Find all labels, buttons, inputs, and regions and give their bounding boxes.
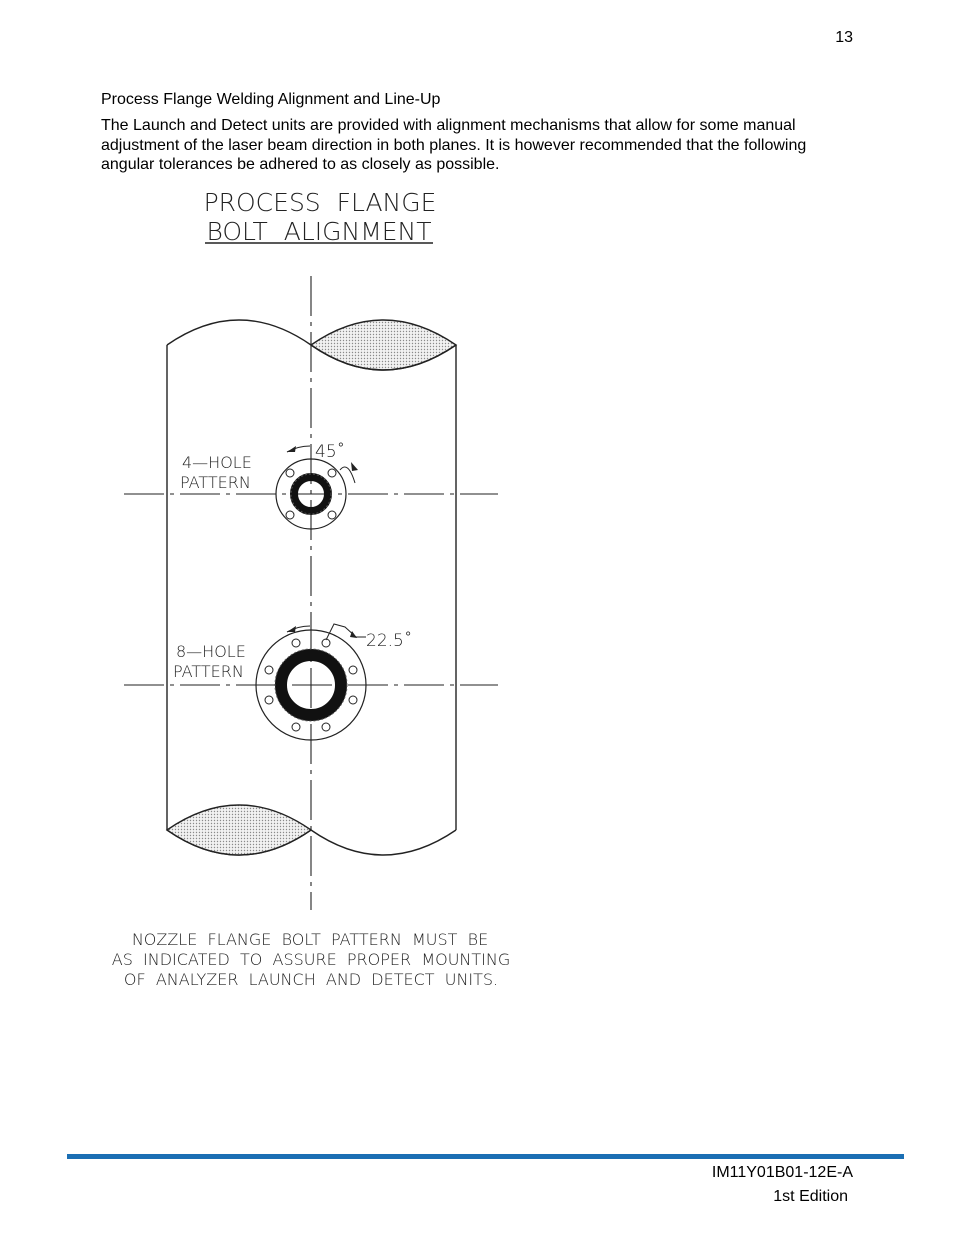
angle-45-arrow-left	[287, 446, 296, 452]
figure-title-line1: PROCESS FLANGE	[203, 188, 437, 217]
edition-label: 1st Edition	[773, 1188, 848, 1205]
note-line2: AS INDICATED TO ASSURE PROPER MOUNTING	[111, 950, 511, 969]
angle-22-5-label: 22.5˚	[366, 631, 413, 651]
note-line3: OF ANALYZER LAUNCH AND DETECT UNITS.	[123, 970, 499, 989]
document-id: IM11Y01B01-12E-A	[711, 1164, 853, 1181]
section-heading: Process Flange Welding Alignment and Line-Up	[101, 91, 441, 108]
bottom-saddle-shaded	[167, 805, 311, 855]
figure-title-line2: BOLT ALIGNMENT	[206, 217, 432, 246]
pattern-4-label-line1: 4—HOLE	[182, 453, 252, 472]
angle-45-arrow-right	[351, 462, 358, 471]
angle-22-5-leader	[326, 624, 366, 640]
bottom-saddle-outer-arc	[311, 830, 456, 855]
pattern-8-label-line1: 8—HOLE	[176, 642, 246, 661]
note-line1: NOZZLE FLANGE BOLT PATTERN MUST BE	[131, 930, 489, 949]
pattern-8-label-line2: PATTERN	[173, 662, 244, 681]
page-number: 13	[835, 29, 853, 46]
pattern-4-label-line2: PATTERN	[180, 473, 251, 492]
top-saddle-shaded	[311, 320, 456, 370]
angle-45-label: 45˚	[315, 442, 346, 462]
body-paragraph: The Launch and Detect units are provided with alignment mechanisms that allow for some manual adjustment of the laser beam direction in both planes. It is however recommended that the following angular tolerances be adhered to as closely as possible.	[101, 117, 807, 173]
footer-rule	[67, 1154, 904, 1159]
